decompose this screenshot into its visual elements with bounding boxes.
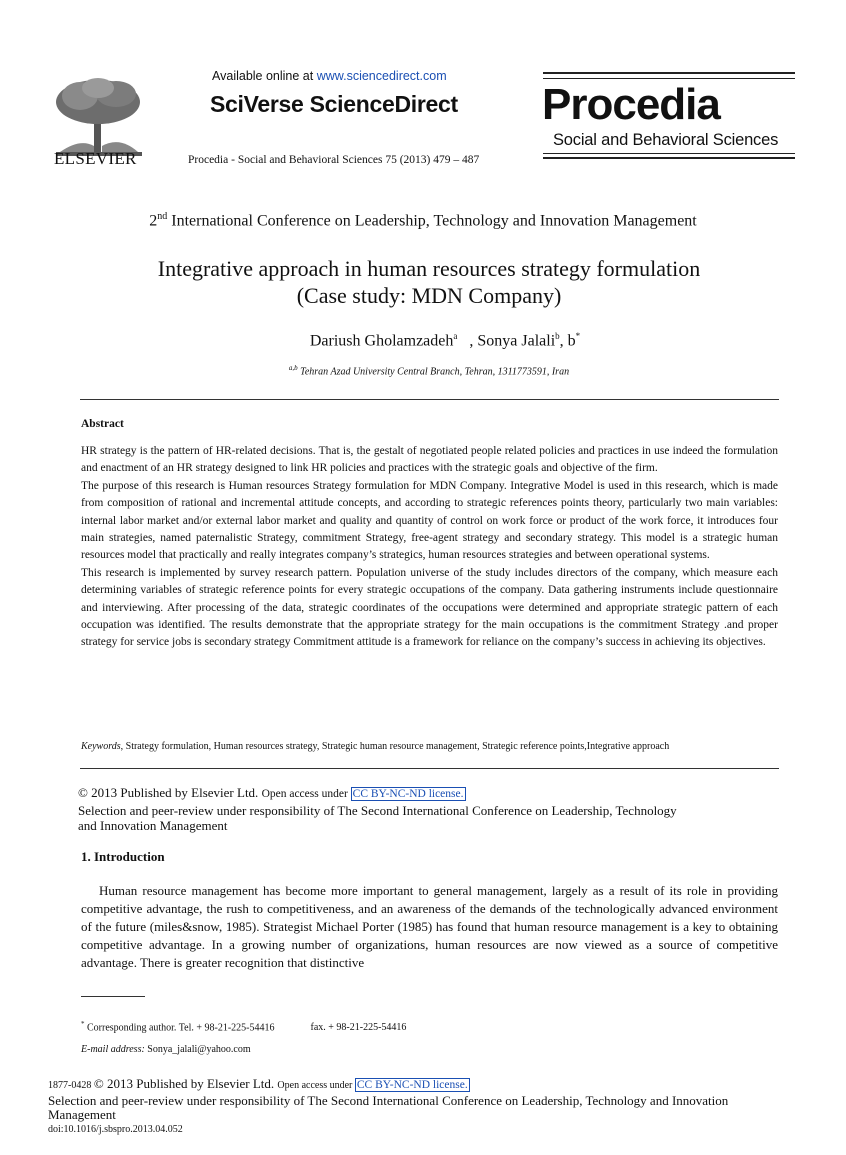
- email-label: E-mail address:: [81, 1044, 145, 1055]
- footnote-fax: fax. + 98-21-225-54416: [310, 1022, 407, 1034]
- open-access-text: Open access under: [261, 788, 351, 800]
- affiliation-sup: a,b: [288, 364, 298, 372]
- introduction-body: Human resource management has become more important to general management, largely as a result of its role in providing competitive advantage, the rush to competitiveness, and an awareness of the demands of the technologically advanced environment of the future (miles&snow, 1985). Strategist Michael Porter (1985) has found that human resource management is a key to obtaining competitive advantage. In a growing number of organizations, human resources are now viewed as a source of competitive advantage. There is greater recognition that distinctive: [81, 883, 778, 970]
- procedia-logo-title: Procedia: [542, 80, 720, 129]
- abstract-paragraph: HR strategy is the pattern of HR-related decisions. That is, the gestalt of negotiated people related policies and practices in use indeed the formulation and enactment of an HR strategy designed to link HR policies and practices with the strategic goals and objective of the firm.: [81, 445, 778, 475]
- footer-published: © 2013 Published by Elsevier Ltd.: [93, 1076, 278, 1091]
- paper-title-line2: (Case study: MDN Company): [296, 283, 562, 308]
- license-link[interactable]: CC BY-NC-ND license.: [352, 788, 464, 800]
- abstract-body: [81, 443, 778, 652]
- authors: [0, 331, 846, 350]
- author-separator: ,: [457, 332, 478, 350]
- footnote-corresponding: [81, 1020, 406, 1033]
- copyright-text: © 2013 Published by Elsevier Ltd.: [78, 785, 262, 800]
- conference-ordinal-suffix: nd: [157, 211, 168, 222]
- procedia-rule: [543, 153, 795, 154]
- divider: [80, 399, 779, 400]
- affiliation-text: Tehran Azad University Central Branch, Tehran, 1311773591, Iran: [297, 366, 570, 378]
- abstract-heading: Abstract: [81, 418, 124, 430]
- procedia-rule: [543, 72, 795, 74]
- conference-ordinal: 2: [149, 212, 158, 230]
- footnote-tel: Corresponding author. Tel. + 98-21-225-54416: [84, 1022, 275, 1034]
- procedia-rule: [543, 78, 795, 79]
- issn: 1877-0428: [48, 1080, 94, 1091]
- footer-license-link[interactable]: CC BY-NC-ND license.: [356, 1079, 468, 1091]
- keywords: [81, 741, 778, 752]
- conference-title: International Conference on Leadership, Technology and Innovation Management: [167, 212, 697, 230]
- abstract-paragraph: The purpose of this research is Human resources Strategy formulation for MDN Company. Integrative Model is used in this research, which is made from composition of rational and incremental attitude concepts, and according to strategic references points theory, particularly two main variables: internal labor market and/or external labor market and quality and quantity of control on work force or product of the work force, it introduces four main strategies, named paternalistic Strategy, commitment Strategy, free-agent strategy and secondary strategy. This model is a strategic human resources model that practically and really integrates company’s strategics, human resources strategies and between operational systems.: [81, 479, 778, 562]
- conference-name: [0, 211, 846, 230]
- copyright-line2: Selection and peer-review under responsibility of The Second International Conference on Leadership, Technology: [78, 802, 677, 818]
- publisher-name: ELSEVIER: [54, 149, 137, 168]
- available-online: [212, 69, 447, 83]
- procedia-rule: [543, 157, 795, 159]
- author-tail-sup: *: [575, 331, 581, 341]
- footer-selection: Selection and peer-review under responsibility of The Second International Conference on Leadership, Technology and Innovation Management: [48, 1092, 729, 1122]
- footer-open-access: Open access under: [277, 1080, 355, 1091]
- copyright-line3: and Innovation Management: [78, 818, 228, 833]
- affiliation: [0, 364, 846, 377]
- footnote-rule: [81, 996, 145, 997]
- author-1-sup: a: [453, 331, 458, 341]
- author-tail: , b: [559, 332, 576, 350]
- email-address[interactable]: Sonya_jalali@yahoo.com: [144, 1044, 251, 1055]
- sciencedirect-link[interactable]: www.sciencedirect.com: [316, 69, 447, 83]
- footnote-star: *: [81, 1020, 85, 1028]
- introduction-heading: 1. Introduction: [81, 849, 165, 864]
- footer-doi[interactable]: doi:10.1016/j.sbspro.2013.04.052: [48, 1123, 183, 1135]
- author-1: Dariush Gholamzadeh: [309, 332, 454, 350]
- procedia-logo-subtitle: Social and Behavioral Sciences: [553, 131, 779, 149]
- paper-title-line1: Integrative approach in human resources strategy formulation: [157, 256, 701, 281]
- author-2-sup: b: [555, 331, 560, 341]
- page-footer: [48, 1077, 798, 1137]
- abstract-paragraph: This research is implemented by survey research pattern. Population universe of the study includes directors of the company, which measure each determining variables of strategic reference points for every strategic occupations of the company. Data gathering instruments include questionnaire and interviewing. After processing of the data, strategic coordinates of the occupations were determined and appropriate strategic pattern of each occupation was identified. The results demonstrate that the appropriate strategy for the main occupations is the commitment Strategy .and proper strategy for service jobs is secondary strategy Commitment attitude is a framework for reliance on the company’s success in achieving its objectives.: [81, 566, 778, 649]
- journal-reference: Procedia - Social and Behavioral Sciences 75 (2013) 479 – 487: [188, 154, 480, 166]
- divider: [80, 768, 779, 769]
- footnote-email: [81, 1044, 251, 1055]
- keywords-list: , Strategy formulation, Human resources strategy, Strategic human resource management, Strategic reference points,Integrative approach: [120, 741, 670, 752]
- available-prefix: Available online at: [212, 69, 317, 83]
- copyright-notice: [78, 785, 778, 834]
- keywords-label: Keywords: [81, 741, 121, 752]
- author-2: Sonya Jalali: [477, 332, 556, 350]
- sciverse-logo-text: SciVerse ScienceDirect: [210, 91, 458, 117]
- paper-title: [0, 255, 846, 309]
